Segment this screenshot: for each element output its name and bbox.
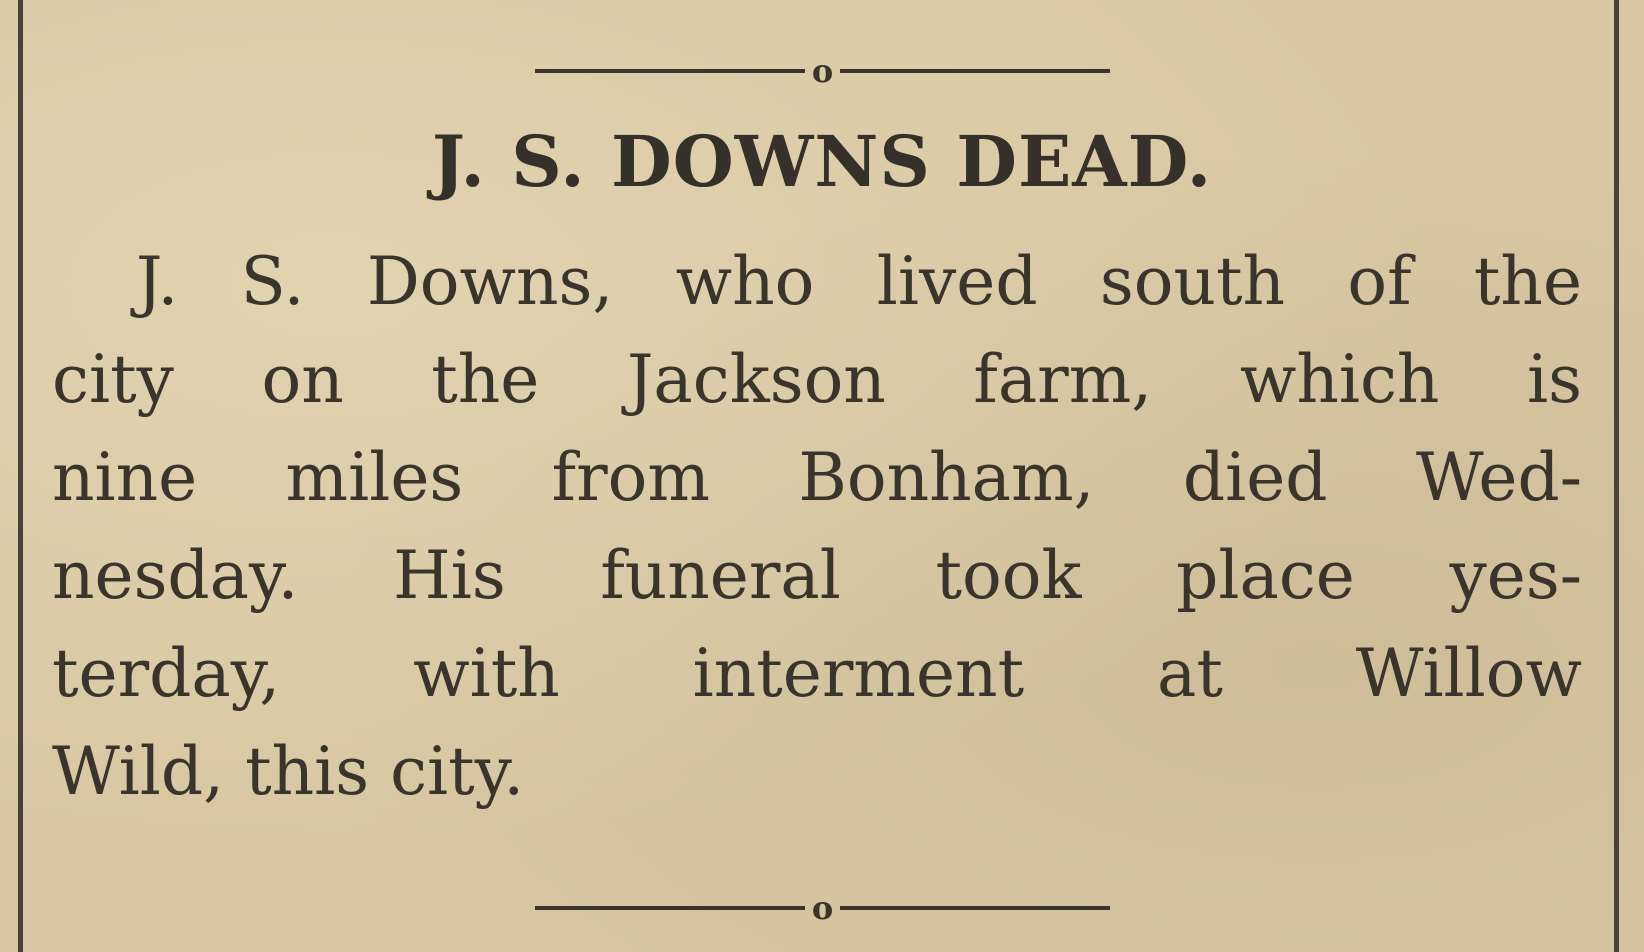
divider-line-left [535,906,805,910]
body-line-3: nine miles from Bonham, died Wed- [52,439,1582,516]
divider-line-right [840,906,1110,910]
body-line-4: nesday. His funeral took place yes- [52,537,1582,614]
body-line-6: Wild, this city. [52,733,525,810]
divider-line-right [840,69,1110,73]
divider-glyph: o [811,889,834,927]
body-line-1: J. S. Downs, who lived south of the [136,243,1582,320]
body-line-2: city on the Jackson farm, which is [52,341,1582,418]
divider-line-left [535,69,805,73]
ornament-divider-top [535,52,1110,90]
divider-glyph: o [811,52,834,90]
body-line-5: terday, with interment at Willow [52,635,1582,712]
ornament-divider-bottom [535,889,1110,927]
headline: J. S. DOWNS DEAD. [431,120,1213,203]
article-body [52,233,1582,821]
